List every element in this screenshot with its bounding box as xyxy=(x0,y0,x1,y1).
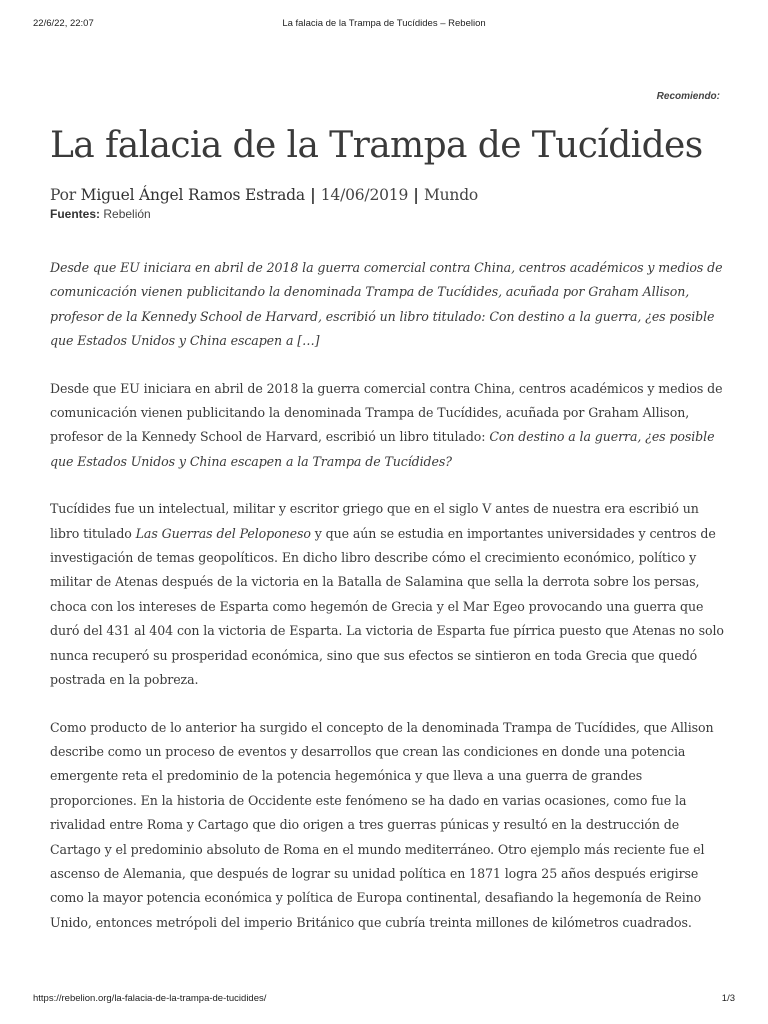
publish-date: 14/06/2019 xyxy=(320,186,409,204)
category-link[interactable]: Mundo xyxy=(423,186,479,204)
print-footer xyxy=(33,993,735,1007)
byline-separator: | xyxy=(304,185,321,204)
author-link[interactable]: Miguel Ángel Ramos Estrada xyxy=(80,186,305,204)
paragraph-text: y que aún se estudia en importantes universidades y centros de investigación de temas geopolíticos. En dicho libro describe cómo el crecimiento económico, político y militar de Atenas después de la victoria en la Batalla de Salamina que sella la derrota sobre los persas, choca con los intereses de Esparta como hegemón de Grecia y el Mar Egeo provocando una guerra que duró del 431 al 404 con la victoria de Esparta. La victoria de Esparta fue pírrica puesto que Atenas no solo nunca recuperó su prosperidad económica, sino que sus efectos se sintieron en toda Grecia que quedó postrada en la pobreza. xyxy=(50,525,724,688)
article-paragraph xyxy=(50,377,730,475)
recommend-link[interactable]: Recomiendo: xyxy=(656,91,720,102)
print-header xyxy=(33,18,735,32)
article-excerpt: Desde que EU iniciara en abril de 2018 la guerra comercial contra China, centros académicos y medios de comunicación vienen publicitando la denominada Trampa de Tucídides, acuñada por Graham Allison, profesor de la Kennedy School de Harvard, escribió un libro titulado: Con destino a la guerra, ¿es posible que Estados Unidos y China escapen a […] xyxy=(50,260,723,349)
sources-line xyxy=(50,206,730,222)
book-title: Con destino a la guerra, ¿es posible que Estados Unidos y China escapen a la Trampa de Tucídides? xyxy=(50,429,715,469)
byline xyxy=(50,185,730,205)
paragraph-text: Desde que EU iniciara en abril de 2018 la guerra comercial contra China, centros académicos y medios de comunicación vienen publicitando la denominada Trampa de Tucídides, acuñada por Graham Allison, profesor de la Kennedy School de Harvard, escribió un libro titulado: xyxy=(50,380,723,445)
print-page-title: La falacia de la Trampa de Tucídides – Rebelion xyxy=(282,18,486,29)
article xyxy=(50,118,730,935)
article-title: La falacia de la Trampa de Tucídides xyxy=(50,125,703,166)
page-number: 1/3 xyxy=(721,993,735,1004)
book-title: Las Guerras del Peloponeso xyxy=(135,525,311,541)
paragraph-text: Tucídides fue un intelectual, militar y escritor griego que en el siglo V antes de nuestra era escribió un libro titulado xyxy=(50,501,699,541)
article-paragraph xyxy=(50,497,730,692)
sources-link[interactable]: Rebelión xyxy=(100,207,151,221)
byline-prefix: Por xyxy=(50,186,81,204)
print-url: https://rebelion.org/la-falacia-de-la-trampa-de-tucidides/ xyxy=(33,993,267,1004)
byline-separator: | xyxy=(408,185,424,204)
article-paragraph: Como producto de lo anterior ha surgido el concepto de la denominada Trampa de Tucídides, que Allison describe como un proceso de eventos y desarrollos que crean las condiciones en donde una potencia emergente reta el predominio de la potencia hegemónica y que lleva a una guerra de grandes proporciones. En la historia de Occidente este fenómeno se ha dado en varias ocasiones, como fue la rivalidad entre Roma y Cartago que dio origen a tres guerras púnicas y resultó en la destrucción de Cartago y el predominio absoluto de Roma en el mundo mediterráneo. Otro ejemplo más reciente fue el ascenso de Alemania, que después de lograr su unidad política en 1871 logra 25 años después erigirse como la mayor potencia económica y política de Europa continental, desafiando la hegemonía de Reino Unido, entonces metrópoli del imperio Británico que cubría treinta millones de kilómetros cuadrados. xyxy=(50,719,714,930)
print-datetime: 22/6/22, 22:07 xyxy=(33,18,94,29)
sources-label: Fuentes: xyxy=(50,207,101,221)
